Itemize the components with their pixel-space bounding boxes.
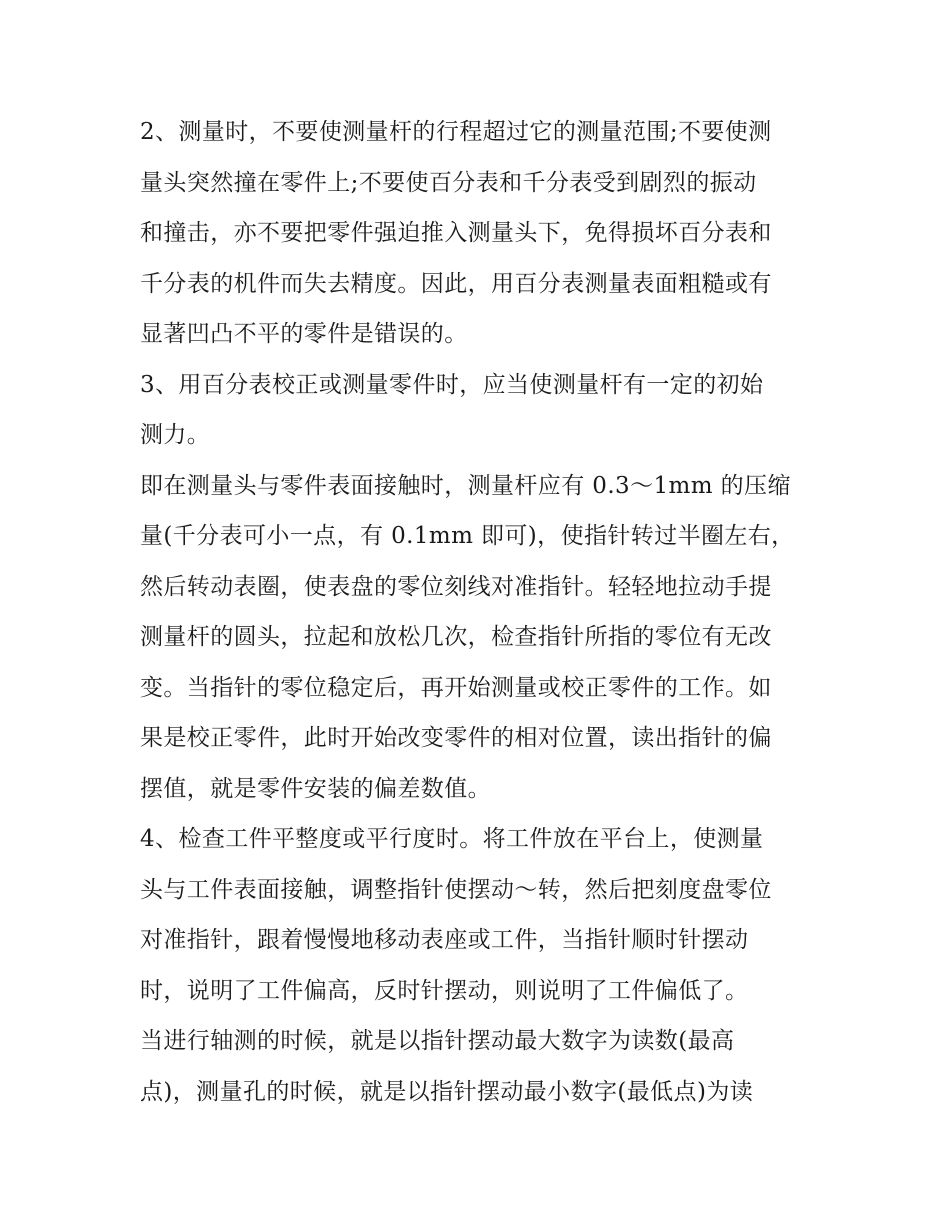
text-line: 头与工件表面接触，调整指针使摆动～转，然后把刻度盘零位: [140, 876, 772, 903]
text-line: 和撞击，亦不要把零件强迫推入测量头下，免得损坏百分表和: [140, 220, 772, 246]
text-line: 量头突然撞在零件上;不要使百分表和千分表受到剧烈的振动: [140, 169, 757, 196]
text-line: 4、检查工件平整度或平行度时。将工件放在平台上，使测量: [140, 826, 764, 852]
text-line: 测力。: [140, 422, 211, 448]
text-line: 果是校正零件，此时开始改变零件的相对位置，读出指针的偏: [140, 725, 772, 751]
text-line: 对准指针，跟着慢慢地移动表座或工件，当指针顺时针摆动: [140, 927, 749, 953]
text-line: 量(千分表可小一点，有 0.1mm 即可)，使指针转过半圈左右，: [140, 523, 795, 549]
text-line: 时，说明了工件偏高，反时针摆动，则说明了工件偏低了。: [140, 977, 749, 1004]
text-line: 当进行轴测的时候，就是以指针摆动最大数字为读数(最高: [140, 1028, 735, 1054]
text-line: 变。当指针的零位稳定后，再开始测量或校正零件的工作。如: [140, 674, 772, 701]
text-line: 摆值，就是零件安装的偏差数值。: [140, 775, 491, 802]
text-line: 2、测量时，不要使测量杆的行程超过它的测量范围;不要使测: [140, 119, 772, 145]
text-line: 千分表的机件而失去精度。因此，用百分表测量表面粗糙或有: [140, 270, 772, 297]
text-line: 测量杆的圆头，拉起和放松几次，检查指针所指的零位有无改: [140, 624, 772, 650]
text-line: 显著凹凸不平的零件是错误的。: [140, 321, 468, 347]
body-text: [140, 107, 820, 1117]
text-line: 3、用百分表校正或测量零件时，应当使测量杆有一定的初始: [140, 371, 764, 398]
text-line: 然后转动表圈，使表盘的零位刻线对准指针。轻轻地拉动手提: [140, 573, 772, 600]
text-line: 点)，测量孔的时候，就是以指针摆动最小数字(最低点)为读: [140, 1078, 754, 1105]
text-line: 即在测量头与零件表面接触时，测量杆应有 0.3～1mm 的压缩: [140, 472, 791, 499]
